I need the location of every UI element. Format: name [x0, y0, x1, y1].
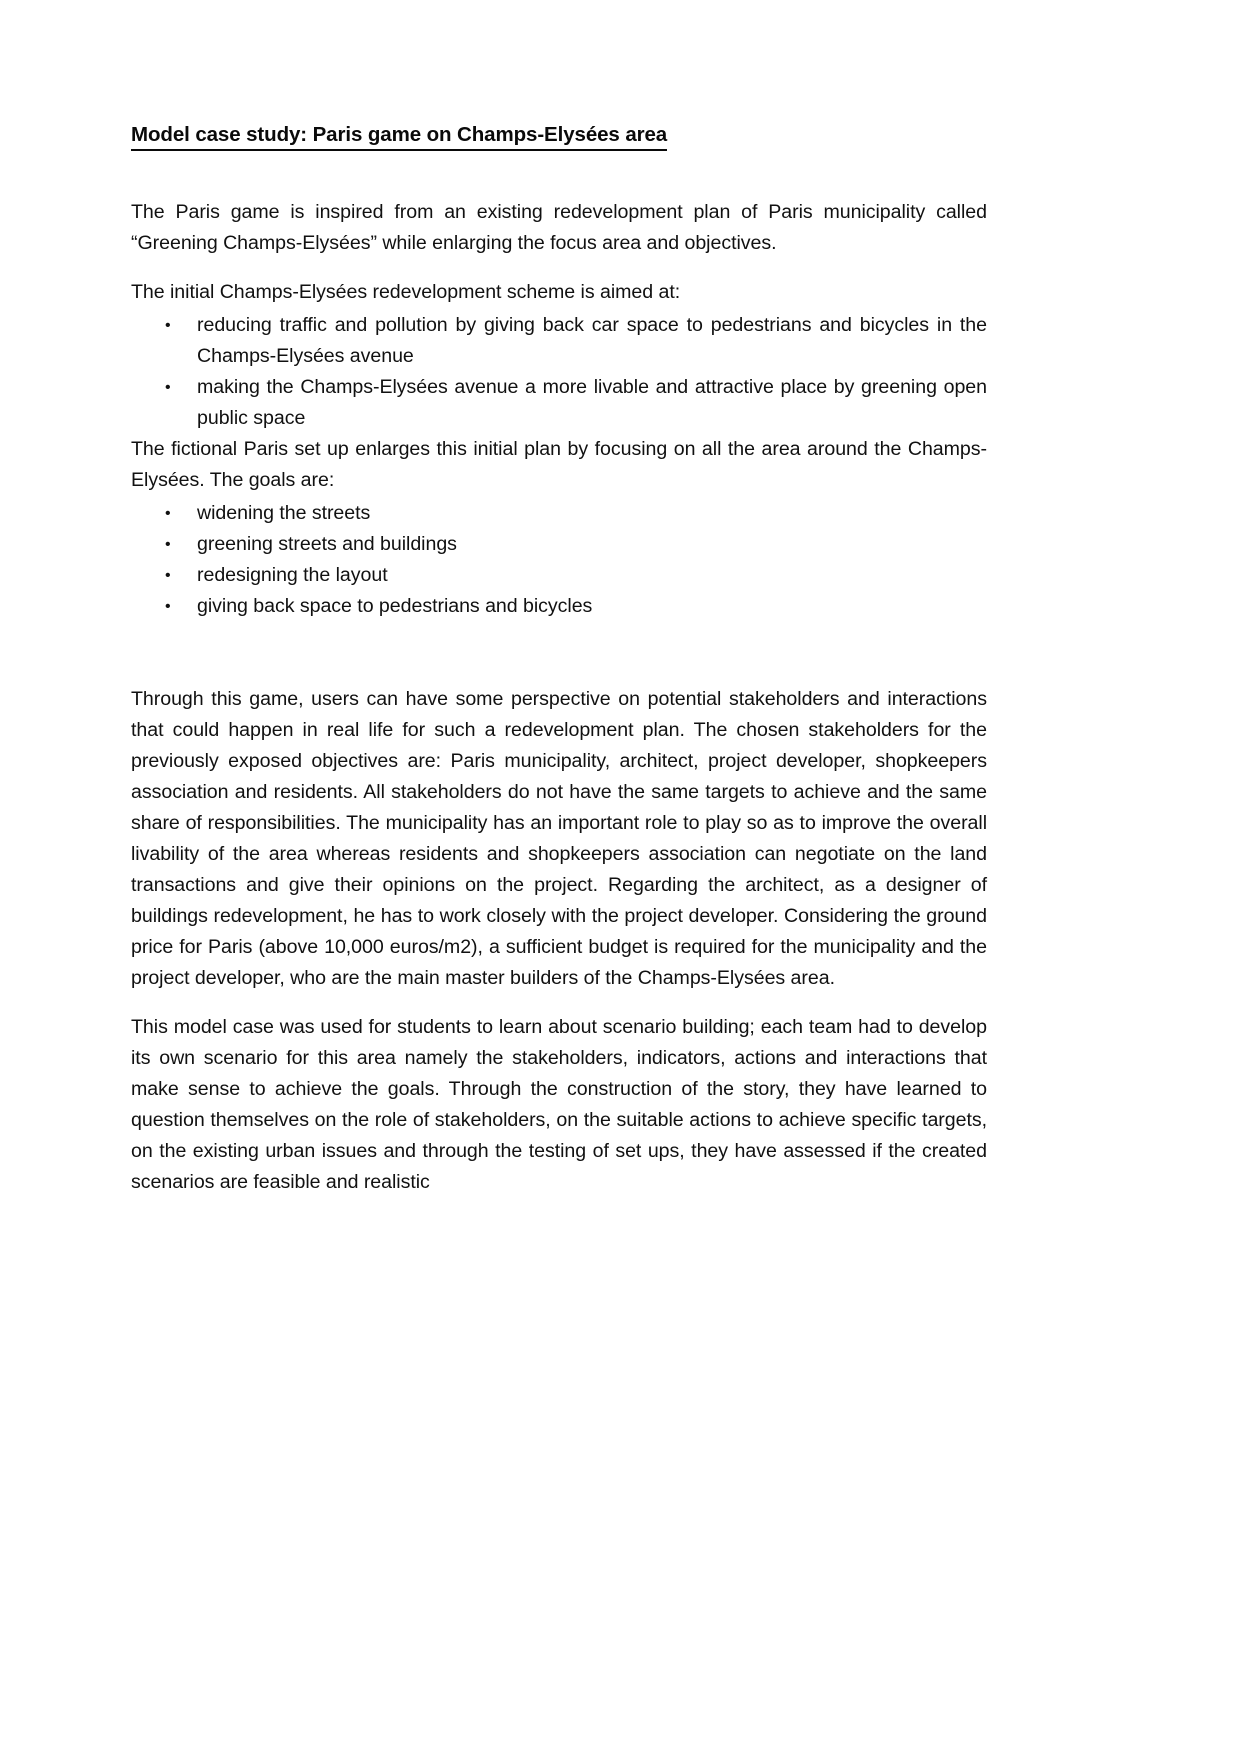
- scheme-lead-paragraph: The initial Champs-Elysées redevelopment scheme is aimed at:: [131, 280, 681, 303]
- list-item: • reducing traffic and pollution by giving back car space to pedestrians and bicycles in the Champs-Elysées avenue: [131, 310, 987, 372]
- intro-paragraph: The Paris game is inspired from an existing redevelopment plan of Paris municipality called “Greening Champs-Elysées” while enlarging the focus area and objectives.: [131, 200, 987, 254]
- list-item: • widening the streets: [131, 498, 987, 529]
- stakeholders-paragraph: Through this game, users can have some perspective on potential stakeholders and interactions that could happen in real life for such a redevelopment plan. The chosen stakeholders for the previously exposed objectives are: Paris municipality, architect, project developer, shopkeepers association and residents. All stakeholders do not have the same targets to achieve and the same share of responsibilities. The municipality has an important role to play so as to improve the overall livability of the area whereas residents and shopkeepers association can negotiate on the land transactions and give their opinions on the project. Regarding the architect, as a designer of buildings redevelopment, he has to work closely with the project developer. Considering the ground price for Paris (above 10,000 euros/m2), a sufficient budget is required for the municipality and the project developer, who are the main master builders of the Champs-Elysées area.: [131, 687, 987, 989]
- list-item: • giving back space to pedestrians and bicycles: [131, 591, 987, 622]
- fictional-lead-paragraph: The fictional Paris set up enlarges this initial plan by focusing on all the area around the Champs-Elysées. The goals are:: [131, 437, 987, 491]
- list-item: • making the Champs-Elysées avenue a more livable and attractive place by greening open public space: [131, 372, 987, 434]
- scheme-bullet-list: [131, 310, 987, 434]
- paragraph-gap: [131, 622, 987, 684]
- list-item: • redesigning the layout: [131, 560, 987, 591]
- page-title: Model case study: Paris game on Champs-Elysées area: [131, 122, 667, 151]
- page-title-container: [131, 122, 987, 175]
- list-item: • greening streets and buildings: [131, 529, 987, 560]
- document-body: [131, 122, 987, 1216]
- teaching-paragraph: This model case was used for students to learn about scenario building; each team had to develop its own scenario for this area namely the stakeholders, indicators, actions and interactions that make sense to achieve the goals. Through the construction of the story, they have learned to question themselves on the role of stakeholders, on the suitable actions to achieve specific targets, on the existing urban issues and through the testing of set ups, they have assessed if the created scenarios are feasible and realistic: [131, 1015, 987, 1193]
- goals-bullet-list: [131, 498, 987, 622]
